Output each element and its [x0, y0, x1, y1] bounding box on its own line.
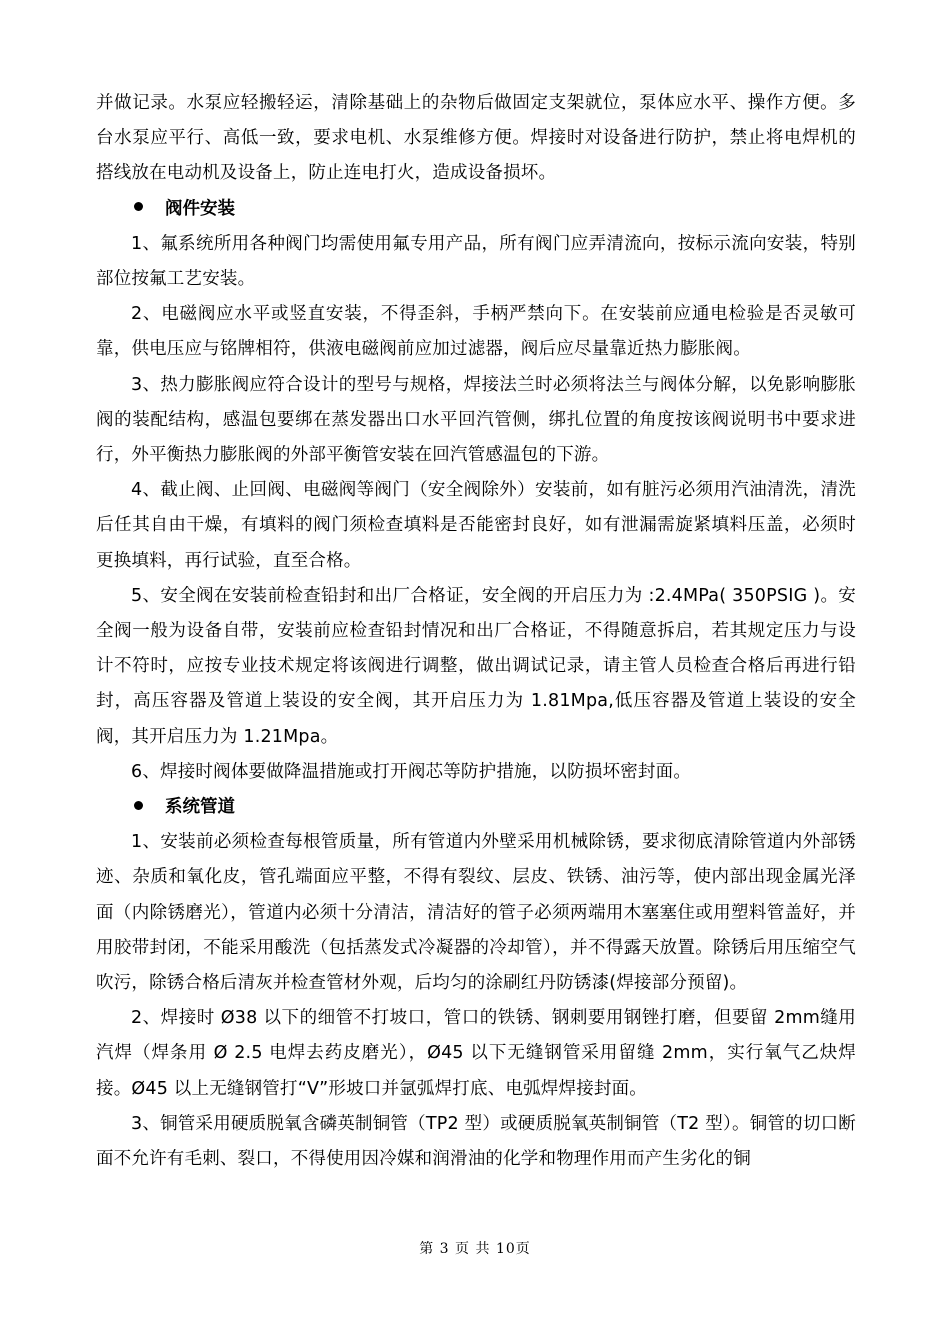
document-body: [96, 86, 856, 1177]
paragraph-pipe-1: 1、安装前必须检查每根管质量，所有管道内外壁采用机械除锈，要求彻底清除管道内外部锈迹、杂质和氧化皮，管孔端面应平整，不得有裂纹、层皮、铁锈、油污等，使内部出现金属光泽面（内除锈磨光），管道内必须十分清洁，清洁好的管子必须两端用木塞塞住或用塑料管盖好，并用胶带封闭，不能采用酸洗（包括蒸发式冷凝器的冷却管），并不得露天放置。除锈后用压缩空气吹污，除锈合格后清灰并检查管材外观，后均匀的涂刷红丹防锈漆(焊接部分预留)。: [96, 832, 856, 994]
paragraph-valve-3: 3、热力膨胀阀应符合设计的型号与规格，焊接法兰时必须将法兰与阀体分解，以免影响膨胀阀的装配结构，感温包要绑在蒸发器出口水平回汽管侧，绑扎位置的角度按该阀说明书中要求进行，外平衡热力膨胀阀的外部平衡管安装在回汽管感温包的下游。: [96, 374, 856, 466]
paragraph-valve-6: 6、焊接时阀体要做降温措施或打开阀芯等防护措施，以防损坏密封面。: [131, 761, 692, 782]
paragraph-pump-installation: 并做记录。水泵应轻搬轻运，清除基础上的杂物后做固定支架就位，泵体应水平、操作方便。多台水泵应平行、高低一致，要求电机、水泵维修方便。焊接时对设备进行防护，禁止将电焊机的搭线放在电动机及设备上，防止连电打火，造成设备损坏。: [96, 93, 856, 184]
section-heading-valves: [96, 192, 856, 227]
bullet-icon: [134, 202, 143, 211]
section-heading-pipes: [96, 790, 856, 825]
paragraph-pipe-2: 2、焊接时 Ø38 以下的细管不打坡口，管口的铁锈、钢刺要用钢锉打磨，但要留 2mm缝用汽焊（焊条用 Ø 2.5 电焊去药皮磨光），Ø45 以下无缝钢管采用留缝 2mm，实行氧气乙炔焊接。Ø45 以上无缝钢管打“V”形坡口并氩弧焊打底、电弧焊焊接封面。: [96, 1008, 856, 1099]
page-number-footer: 第 3 页 共 10页: [419, 1241, 531, 1257]
paragraph-pipe-3: 3、铜管采用硬质脱氧含磷英制铜管（TP2 型）或硬质脱氧英制铜管（T2 型）。铜管的切口断面不允许有毛刺、裂口，不得使用因冷媒和润滑油的化学和物理作用而产生劣化的铜: [96, 1113, 856, 1170]
paragraph-valve-4: 4、截止阀、止回阀、电磁阀等阀门（安全阀除外）安装前，如有脏污必须用汽油清洗，清洗后任其自由干燥，有填料的阀门须检查填料是否能密封良好，如有泄漏需旋紧填料压盖，必须时更换填料，再行试验，直至合格。: [96, 480, 856, 571]
paragraph-valve-5: 5、安全阀在安装前检查铅封和出厂合格证，安全阀的开启压力为 :2.4MPa( 350PSIG )。安全阀一般为设备自带，安装前应检查铅封情况和出厂合格证，不得随意拆启，若其规定压力与设计不符时，应按专业技术规定将该阀进行调整，做出调试记录，请主管人员检查合格后再进行铅封，高压容器及管道上装设的安全阀，其开启压力为 1.81Mpa,低压容器及管道上装设的安全阀，其开启压力为 1.21Mpa。: [96, 585, 856, 747]
heading-text: 系统管道: [165, 797, 235, 818]
bullet-icon: [134, 801, 143, 810]
paragraph-valve-1: 1、氟系统所用各种阀门均需使用氟专用产品，所有阀门应弄清流向，按标示流向安装，特别部位按氟工艺安装。: [96, 233, 856, 290]
paragraph-valve-2: 2、电磁阀应水平或竖直安装，不得歪斜，手柄严禁向下。在安装前应通电检验是否灵敏可靠，供电压应与铭牌相符，供液电磁阀前应加过滤器，阀后应尽量靠近热力膨胀阀。: [96, 304, 856, 360]
heading-text: 阀件安装: [165, 198, 235, 219]
